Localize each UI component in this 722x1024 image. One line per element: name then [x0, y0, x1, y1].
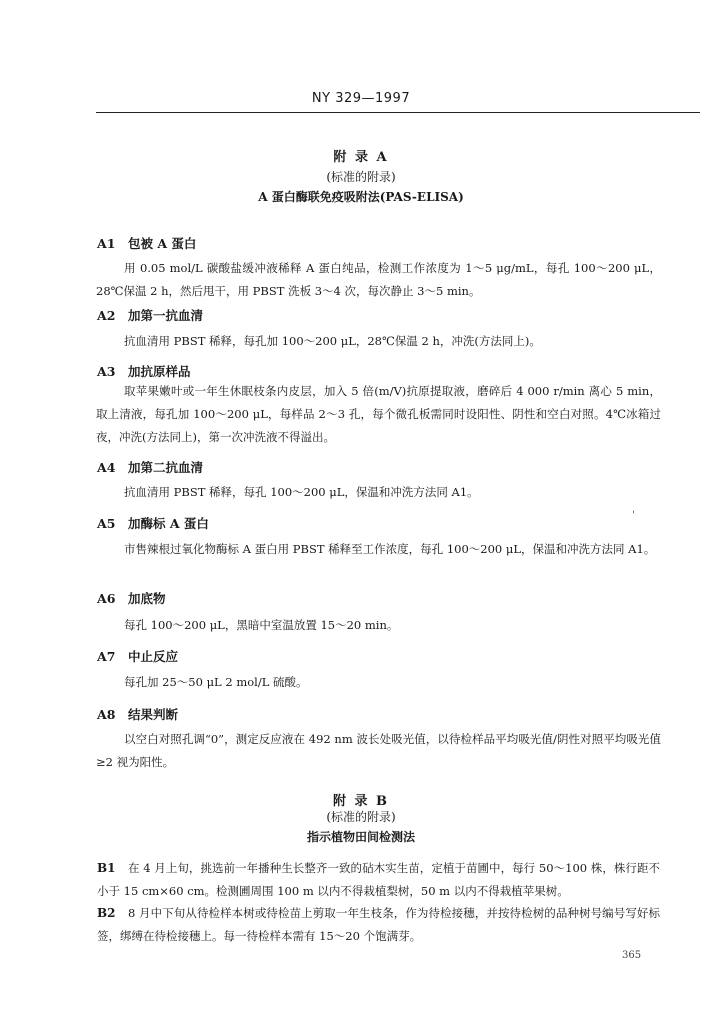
section-title: 加第一抗血清: [128, 308, 204, 323]
section-number: A4: [97, 460, 116, 475]
section-text: 在 4 月上旬，挑选前一年播种生长整齐一致的砧木实生苗，定植于苗圃中，每行 50～100 株，株行距不小于 15 cm×60 cm。检测圃周围 100 m 以内不得栽植梨树，50 m 以内不得栽植苹果树。: [97, 861, 660, 898]
section-heading: [97, 589, 166, 607]
section-paragraph: 抗血清用 PBST 稀释，每孔加 100～200 μL，28℃保温 2 h，冲洗(方法同上)。: [124, 334, 541, 348]
section-title: 加第二抗血清: [128, 460, 204, 475]
section-heading: [97, 705, 178, 723]
section-title: 加抗原样品: [128, 364, 191, 379]
section-title: 中止反应: [128, 649, 179, 664]
section-paragraph: [97, 902, 660, 948]
section-number: A2: [97, 308, 116, 323]
header-rule: [96, 112, 700, 113]
section-text: 8 月中下旬从待检样本树或待检苗上剪取一年生枝条，作为待检接穗，并按待检树的品种树号编号写好标签，绑缚在待检接穗上。每一待检样本需有 15～20 个饱满芽。: [97, 906, 660, 943]
section-number: A3: [97, 364, 116, 379]
section-title: 加底物: [128, 591, 166, 606]
section-paragraph: 以空白对照孔调“0”，测定反应液在 492 nm 波长处吸光值，以待检样品平均吸光值/阴性对照平均吸光值≥2 视为阳性。: [96, 732, 661, 769]
section-paragraph: 每孔 100～200 μL，黑暗中室温放置 15～20 min。: [124, 618, 399, 632]
appendix-b-nature: (标准的附录): [326, 810, 396, 824]
section-heading: [97, 647, 178, 665]
section-paragraph: 每孔加 25～50 μL 2 mol/L 硫酸。: [124, 675, 308, 689]
section-paragraph: 市售辣根过氧化物酶标 A 蛋白用 PBST 稀释至工作浓度，每孔 100～200 μL，保温和冲洗方法同 A1。: [124, 542, 656, 556]
section-title: 结果判断: [128, 707, 179, 722]
section-number: A5: [97, 516, 116, 531]
section-number: A6: [97, 591, 116, 606]
section-heading: [97, 362, 191, 380]
appendix-a-nature: (标准的附录): [326, 170, 396, 184]
section-title: 加酶标 A 蛋白: [128, 516, 209, 531]
section-heading: [97, 514, 209, 532]
section-number: A7: [97, 649, 116, 664]
section-heading: [97, 234, 196, 252]
section-number: B1: [97, 861, 116, 875]
section-number: A8: [97, 707, 116, 722]
appendix-b-label: 附 录 B: [332, 794, 390, 809]
section-paragraph: 抗血清用 PBST 稀释，每孔 100～200 μL，保温和冲洗方法同 A1。: [124, 485, 479, 499]
running-header: NY 329—1997: [311, 91, 411, 106]
appendix-a-title: A 蛋白酶联免疫吸附法(PAS-ELISA): [258, 190, 464, 204]
section-number: B2: [97, 906, 116, 920]
appendix-b-title: 指示植物田间检测法: [306, 830, 415, 844]
page-number: 365: [622, 950, 642, 961]
section-paragraph: [97, 857, 660, 903]
section-heading: [97, 458, 203, 476]
section-heading: [97, 306, 203, 324]
section-paragraph: 用 0.05 mol/L 碳酸盐缓冲液稀释 A 蛋白纯品，检测工作浓度为 1～5 μg/mL，每孔 100～200 μL，28℃保温 2 h，然后甩干，用 PBST 洗板 3～4 次，每次静止 3～5 min。: [96, 261, 661, 298]
margin-mark: ': [632, 510, 635, 521]
section-paragraph: 取苹果嫩叶或一年生休眠枝条内皮层，加入 5 倍(m/V)抗原提取液，磨碎后 4 000 r/min 离心 5 min，取上清液，每孔加 100～200 μL，每样品 2～3 孔，每个微孔板需同时设阳性、阴性和空白对照。4℃冰箱过夜，冲洗(方法同上)，第一次冲洗液不得溢出。: [96, 384, 661, 444]
section-number: A1: [97, 236, 116, 251]
section-title: 包被 A 蛋白: [128, 236, 197, 251]
appendix-a-label: 附 录 A: [333, 150, 389, 165]
